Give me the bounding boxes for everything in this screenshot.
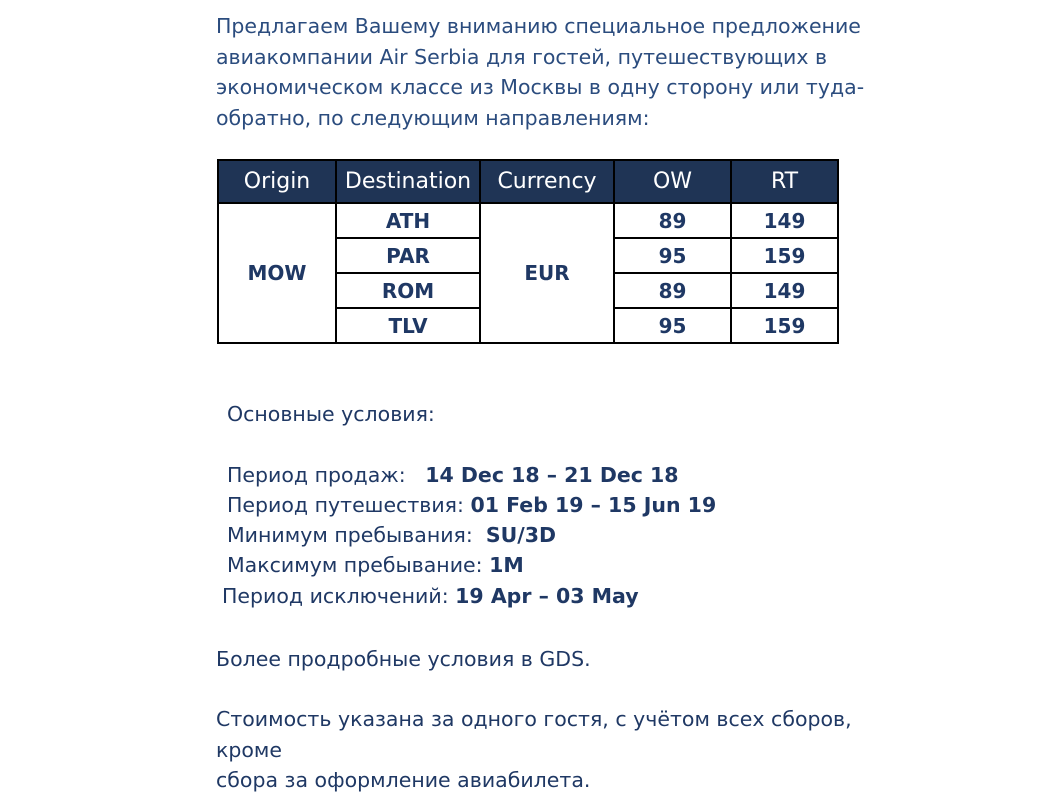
intro-paragraph <box>216 11 876 133</box>
travel-period-line <box>227 493 716 517</box>
header-destination: Destination <box>336 160 480 203</box>
destination-cell: PAR <box>336 238 480 273</box>
rt-cell: 149 <box>731 273 838 308</box>
header-origin: Origin <box>218 160 336 203</box>
ow-cell: 95 <box>614 308 731 343</box>
currency-cell: EUR <box>480 203 614 343</box>
gds-note <box>216 644 896 675</box>
header-ow: OW <box>614 160 731 203</box>
min-stay-value: SU/3D <box>485 523 557 547</box>
destination-cell: ROM <box>336 273 480 308</box>
conditions-title: Основные условия: <box>227 402 435 426</box>
intro-line: экономическом классе из Москвы в одну сторону или туда- <box>216 75 865 99</box>
max-stay-line <box>227 553 524 577</box>
rt-cell: 159 <box>731 238 838 273</box>
min-stay-label: Минимум пребывания: <box>227 523 473 547</box>
ow-cell: 95 <box>614 238 731 273</box>
travel-period-label: Период путешествия: <box>227 493 464 517</box>
ow-cell: 89 <box>614 203 731 238</box>
table-header-row <box>218 160 838 203</box>
intro-line: авиакомпании Air Serbia для гостей, путешествующих в <box>216 44 828 69</box>
sale-period-line <box>227 463 679 487</box>
table-row <box>218 203 838 238</box>
max-stay-value: 1M <box>489 553 524 577</box>
price-note <box>216 704 896 796</box>
origin-cell: MOW <box>218 203 336 343</box>
price-note-line: сбора за оформление авиабилета. <box>216 768 591 792</box>
destination-cell: TLV <box>336 308 480 343</box>
rt-cell: 149 <box>731 203 838 238</box>
intro-line: Предлагаем Вашему вниманию специальное предложение <box>216 14 861 38</box>
gds-note-text: Более продробные условия в GDS. <box>216 647 591 671</box>
header-currency: Currency <box>480 160 614 203</box>
rt-cell: 159 <box>731 308 838 343</box>
travel-period-value: 01 Feb 19 – 15 Jun 19 <box>470 493 717 517</box>
sale-period-label: Период продаж: <box>227 463 406 487</box>
fares-table <box>217 159 839 344</box>
blackout-period-label: Период исключений: <box>222 584 449 608</box>
price-note-line: Стоимость указана за одного гостя, с учётом всех сборов, кроме <box>216 707 852 762</box>
sale-period-value: 14 Dec 18 – 21 Dec 18 <box>425 463 679 487</box>
blackout-period-value: 19 Apr – 03 May <box>455 584 639 608</box>
blackout-period-line <box>222 584 639 608</box>
min-stay-line <box>227 523 556 547</box>
destination-cell: ATH <box>336 203 480 238</box>
header-rt: RT <box>731 160 838 203</box>
ow-cell: 89 <box>614 273 731 308</box>
max-stay-label: Максимум пребывание: <box>227 553 483 577</box>
intro-line: обратно, по следующим направлениям: <box>216 105 650 130</box>
